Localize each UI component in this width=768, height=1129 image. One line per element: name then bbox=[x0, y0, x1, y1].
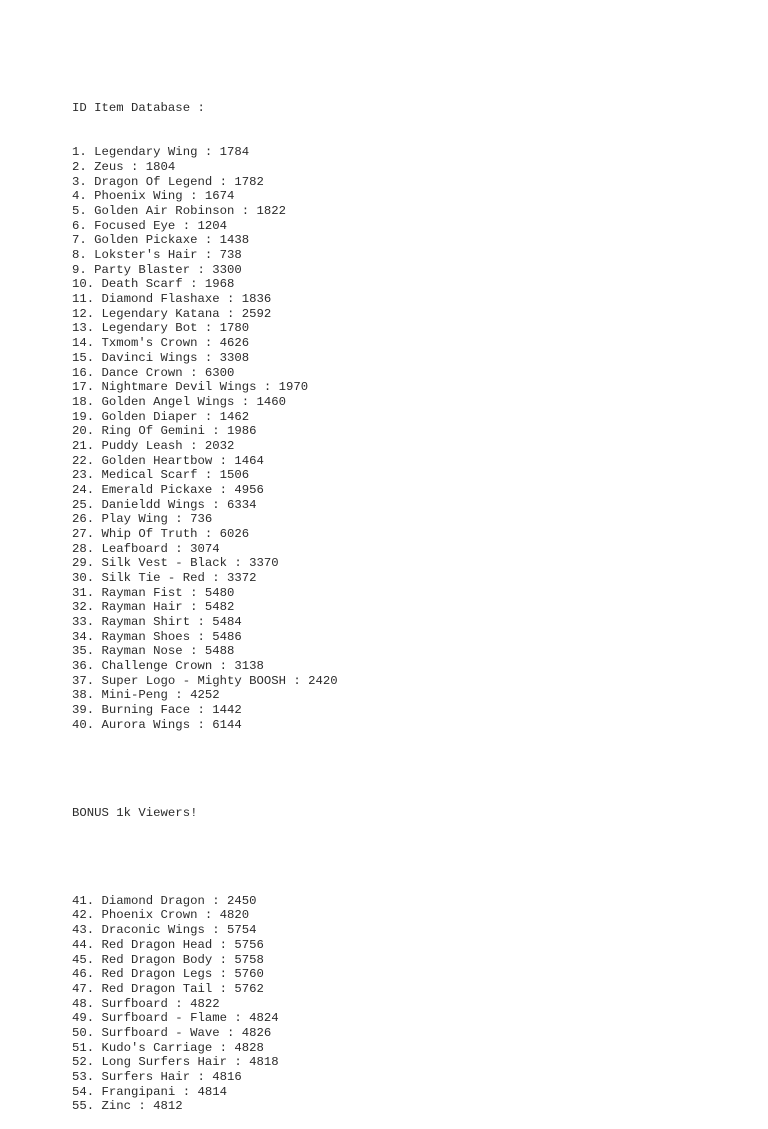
list-item: 49. Surfboard - Flame : 4824 bbox=[72, 1011, 279, 1026]
list-item: 15. Davinci Wings : 3308 bbox=[72, 350, 250, 365]
list-item: 26. Play Wing : 736 bbox=[72, 512, 213, 527]
list-item: 32. Rayman Hair : 5482 bbox=[72, 600, 235, 615]
list-item: 30. Silk Tie - Red : 3372 bbox=[72, 570, 257, 585]
list-item: 14. Txmom's Crown : 4626 bbox=[72, 336, 250, 351]
list-item: 54. Frangipani : 4814 bbox=[72, 1084, 227, 1099]
list-item: 19. Golden Diaper : 1462 bbox=[72, 409, 250, 424]
item-list bbox=[72, 145, 338, 732]
list-item: 46. Red Dragon Legs : 5760 bbox=[72, 967, 264, 982]
list-item: 1. Legendary Wing : 1784 bbox=[72, 145, 250, 160]
list-item: 27. Whip Of Truth : 6026 bbox=[72, 526, 250, 541]
list-item: 29. Silk Vest - Black : 3370 bbox=[72, 556, 279, 571]
list-item: 53. Surfers Hair : 4816 bbox=[72, 1069, 242, 1084]
list-item: 2. Zeus : 1804 bbox=[72, 160, 176, 175]
list-item: 52. Long Surfers Hair : 4818 bbox=[72, 1055, 279, 1070]
list-item: 4. Phoenix Wing : 1674 bbox=[72, 189, 235, 204]
list-item: 39. Burning Face : 1442 bbox=[72, 702, 242, 717]
bonus-heading: BONUS 1k Viewers! bbox=[72, 805, 198, 820]
list-item: 22. Golden Heartbow : 1464 bbox=[72, 453, 264, 468]
list-item: 41. Diamond Dragon : 2450 bbox=[72, 893, 257, 908]
list-item: 9. Party Blaster : 3300 bbox=[72, 262, 242, 277]
list-item: 11. Diamond Flashaxe : 1836 bbox=[72, 292, 272, 307]
list-item: 8. Lokster's Hair : 738 bbox=[72, 248, 242, 263]
list-item: 16. Dance Crown : 6300 bbox=[72, 365, 235, 380]
list-item: 55. Zinc : 4812 bbox=[72, 1099, 183, 1114]
list-item: 20. Ring Of Gemini : 1986 bbox=[72, 424, 257, 439]
list-item: 7. Golden Pickaxe : 1438 bbox=[72, 233, 250, 248]
list-item: 10. Death Scarf : 1968 bbox=[72, 277, 235, 292]
list-item: 31. Rayman Fist : 5480 bbox=[72, 585, 235, 600]
list-item: 12. Legendary Katana : 2592 bbox=[72, 306, 272, 321]
document-page bbox=[72, 72, 338, 1129]
bonus-item-list bbox=[72, 894, 338, 1114]
list-item: 23. Medical Scarf : 1506 bbox=[72, 468, 250, 483]
list-item: 38. Mini-Peng : 4252 bbox=[72, 688, 220, 703]
list-item: 50. Surfboard - Wave : 4826 bbox=[72, 1025, 272, 1040]
list-item: 6. Focused Eye : 1204 bbox=[72, 218, 227, 233]
blank-line bbox=[72, 762, 338, 777]
list-item: 51. Kudo's Carriage : 4828 bbox=[72, 1040, 264, 1055]
list-item: 45. Red Dragon Body : 5758 bbox=[72, 952, 264, 967]
list-item: 47. Red Dragon Tail : 5762 bbox=[72, 981, 264, 996]
list-item: 48. Surfboard : 4822 bbox=[72, 996, 220, 1011]
list-item: 21. Puddy Leash : 2032 bbox=[72, 438, 235, 453]
list-item: 28. Leafboard : 3074 bbox=[72, 541, 220, 556]
list-item: 18. Golden Angel Wings : 1460 bbox=[72, 394, 287, 409]
document-title: ID Item Database : bbox=[72, 101, 205, 116]
list-item: 44. Red Dragon Head : 5756 bbox=[72, 937, 264, 952]
list-item: 13. Legendary Bot : 1780 bbox=[72, 321, 250, 336]
list-item: 35. Rayman Nose : 5488 bbox=[72, 644, 235, 659]
list-item: 5. Golden Air Robinson : 1822 bbox=[72, 204, 287, 219]
list-item: 17. Nightmare Devil Wings : 1970 bbox=[72, 380, 309, 395]
list-item: 37. Super Logo - Mighty BOOSH : 2420 bbox=[72, 673, 338, 688]
list-item: 33. Rayman Shirt : 5484 bbox=[72, 614, 242, 629]
list-item: 42. Phoenix Crown : 4820 bbox=[72, 908, 250, 923]
blank-line bbox=[72, 850, 338, 865]
list-item: 25. Danieldd Wings : 6334 bbox=[72, 497, 257, 512]
list-item: 3. Dragon Of Legend : 1782 bbox=[72, 174, 264, 189]
list-item: 40. Aurora Wings : 6144 bbox=[72, 717, 242, 732]
list-item: 43. Draconic Wings : 5754 bbox=[72, 923, 257, 938]
list-item: 36. Challenge Crown : 3138 bbox=[72, 658, 264, 673]
list-item: 24. Emerald Pickaxe : 4956 bbox=[72, 482, 264, 497]
list-item: 34. Rayman Shoes : 5486 bbox=[72, 629, 242, 644]
